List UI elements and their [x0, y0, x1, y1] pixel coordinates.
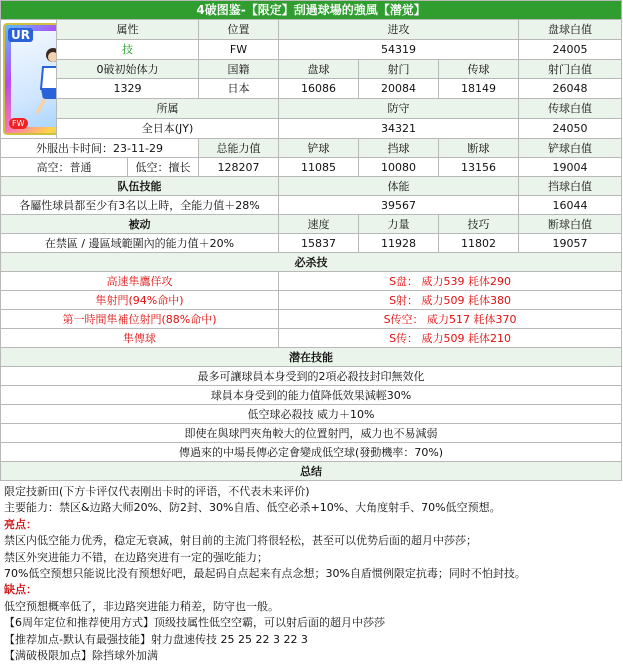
- value-shoot-white: 26048: [519, 79, 622, 99]
- skill-name: 隼射門(94%命中): [1, 291, 279, 310]
- player-figure-icon: [29, 45, 57, 115]
- skill-name: 隼傳球: [1, 329, 279, 348]
- value-defense: 34321: [279, 119, 519, 139]
- player-card-icon: [3, 23, 57, 135]
- label-dribble: 盘球: [279, 59, 359, 79]
- label-pass-white: 传球白值: [519, 99, 622, 119]
- latent-skills-header: 潜在技能: [1, 348, 622, 367]
- latent-skill-line: 最多可讓球員本身受到的2項必殺技封印無效化: [1, 367, 622, 386]
- skill-power: S盘： 威力539 耗体290: [279, 272, 622, 291]
- skill-power: S传： 威力509 耗体210: [279, 329, 622, 348]
- value-pass-white: 24050: [519, 119, 622, 139]
- passive-text: 在禁區 / 邊區域範圍內的能力值＋20%: [1, 234, 279, 253]
- skill-name: 第一時間隼補位射門(88%命中): [1, 310, 279, 329]
- label-shoot: 射门: [359, 59, 439, 79]
- label-defense: 防守: [279, 99, 519, 119]
- value-power: 11928: [359, 234, 439, 253]
- skill-power: S射： 威力509 耗体380: [279, 291, 622, 310]
- label-position: 位置: [199, 20, 279, 40]
- summary-line: 【推荐加点-默认有最强技能】射力盘速传技 25 25 22 3 22 3: [4, 632, 308, 646]
- label-shoot-white: 射门白值: [519, 59, 622, 79]
- label-total: 总能力值: [199, 139, 279, 158]
- value-pass: 18149: [439, 79, 519, 99]
- position-badge: FW: [9, 118, 28, 129]
- label-intercept-white: 断球白值: [519, 215, 622, 234]
- summary-line: 【6周年定位和推荐使用方式】顶级技属性低空空霸，可以射后面的超月中莎莎: [4, 616, 385, 630]
- label-pass: 传球: [439, 59, 519, 79]
- latent-skill-line: 傳過來的中場長傳必定會變成低空球(發動機率：70%): [1, 443, 622, 462]
- team-skill-text: 各屬性球員都至少有3名以上時，全能力值＋28%: [1, 196, 279, 215]
- value-technique: 11802: [439, 234, 519, 253]
- skill-power: S传空： 威力517 耗体370: [279, 310, 622, 329]
- special-skills-header: 必杀技: [1, 253, 622, 272]
- value-tackle: 11085: [279, 158, 359, 177]
- summary-line: 限定技新田(下方卡评仅代表刚出卡时的评语，不代表未来评价): [4, 485, 310, 498]
- summary-header: 总结: [1, 462, 622, 481]
- summary-line: 主要能力：禁区&边路大师20%、防2封、30%自盾、低空必杀+10%、大角度射手、70%低空预想。: [4, 501, 501, 515]
- value-stamina: 39567: [279, 196, 519, 215]
- label-intercept: 断球: [439, 139, 519, 158]
- label-block-white: 挡球白值: [519, 177, 622, 196]
- summary-line: 低空预想概率低了，非边路突进能力稍差，防守也一般。: [4, 599, 279, 613]
- value-shoot: 20084: [359, 79, 439, 99]
- team-skill-header: 队伍技能: [1, 177, 279, 196]
- value-attack: 54319: [279, 39, 519, 59]
- label-stamina: 体能: [279, 177, 519, 196]
- value-intercept: 13156: [439, 158, 519, 177]
- summary-line: 70%低空预想只能说比没有预想好吧，最起码自点起来有点念想；30%自盾惯例限定抗毒；同时不怕封技。: [4, 567, 526, 581]
- label-power: 力量: [359, 215, 439, 234]
- value-intercept-white: 19057: [519, 234, 622, 253]
- label-initial-stamina: 0破初始体力: [57, 59, 199, 79]
- rarity-badge: UR: [8, 28, 33, 42]
- skill-name: 高速隼鷹佯攻: [1, 272, 279, 291]
- page-title: 4破图鉴-【限定】刮過球場的強風【潜觉】: [1, 1, 622, 20]
- label-tackle: 铲球: [279, 139, 359, 158]
- summary-line: 【满破极限加点】除挡球外加满: [4, 649, 158, 663]
- label-technique: 技巧: [439, 215, 519, 234]
- summary-line: 禁区外突进能力不错，在边路突进有一定的强吃能力；: [4, 550, 268, 564]
- summary-body: [0, 481, 623, 664]
- label-attribute: 属性: [57, 20, 199, 40]
- label-dribble-white: 盘球白值: [519, 20, 622, 40]
- label-team: 所属: [57, 99, 279, 119]
- latent-skill-line: 球員本身受到的能力值降低效果減輕30%: [1, 386, 622, 405]
- value-speed: 15837: [279, 234, 359, 253]
- latent-skill-line: 低空球必殺技 威力＋10%: [1, 405, 622, 424]
- value-team: 全日本(JY): [57, 119, 279, 139]
- value-initial-stamina: 1329: [57, 79, 199, 99]
- release-date: 外服出卡时间：23-11-29: [1, 139, 199, 158]
- value-block: 10080: [359, 158, 439, 177]
- value-tackle-white: 19004: [519, 158, 622, 177]
- summary-subheading-cons: 缺点：: [4, 583, 37, 597]
- latent-skill-line: 即使在與球門夾角較大的位置射門，威力也不易減弱: [1, 424, 622, 443]
- label-speed: 速度: [279, 215, 359, 234]
- label-tackle-white: 铲球白值: [519, 139, 622, 158]
- label-block: 挡球: [359, 139, 439, 158]
- value-nationality: 日本: [199, 79, 279, 99]
- value-dribble-white: 24005: [519, 39, 622, 59]
- low-ball: 低空：擅长: [128, 158, 199, 177]
- high-ball: 高空：普通: [1, 158, 128, 177]
- value-attribute: 技: [57, 39, 199, 59]
- value-block-white: 16044: [519, 196, 622, 215]
- player-card: [1, 20, 57, 139]
- summary-line: 禁区内低空能力优秀，稳定无衰减，射目前的主流门将很轻松，甚至可以优势后面的超月中莎莎；: [4, 534, 477, 548]
- passive-header: 被动: [1, 215, 279, 234]
- label-nationality: 国籍: [199, 59, 279, 79]
- value-position: FW: [199, 39, 279, 59]
- value-dribble: 16086: [279, 79, 359, 99]
- summary-subheading-pros: 亮点：: [4, 517, 37, 531]
- value-total: 128207: [199, 158, 279, 177]
- label-attack: 进攻: [279, 20, 519, 40]
